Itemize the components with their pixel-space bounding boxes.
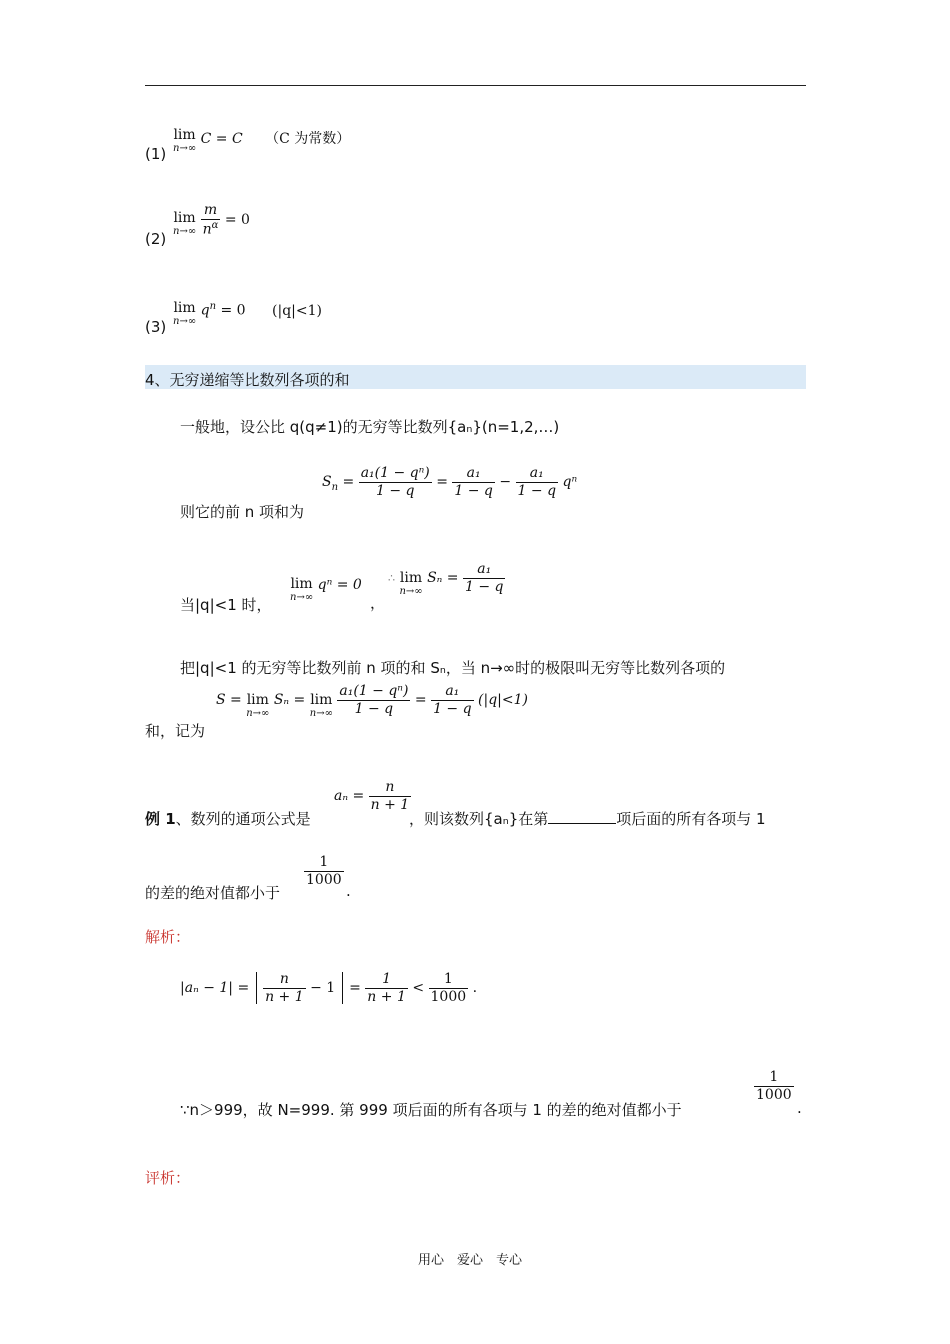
fraction-denominator: n + 1: [367, 988, 406, 1005]
formula-1-note: （C 为常数）: [265, 131, 351, 147]
abs-bar-right: [342, 972, 343, 1004]
solution-equation: [180, 972, 477, 1004]
fraction-numerator: a₁: [452, 466, 495, 483]
solution-label: 解析：: [145, 928, 191, 946]
example-1-line-1-rest: [409, 808, 766, 829]
page-footer: 用心 爱心 专心: [418, 1253, 523, 1268]
header-rule: [145, 85, 806, 86]
S-condition: (|q|<1): [478, 692, 528, 709]
fraction-numerator: 1: [304, 855, 344, 872]
formula-3-condition: (|q|<1): [272, 302, 322, 319]
example-1-label: 例 1: [145, 810, 176, 828]
sum-formula: $S_n$ = $\frac{\text{a₁(1 − qⁿ)}}{1 - q}$ = $\frac{\text{a₁}}{1 - q}$ − $\frac{\text{a₁}}{1 - q}$ qⁿ: [322, 465, 578, 499]
sn-limit-fraction: [463, 562, 506, 594]
when-label: 当|q|<1 时，: [180, 596, 272, 614]
S-mid: Sₙ =: [273, 692, 306, 709]
solution-equals: =: [349, 980, 361, 997]
section-4-intro: 一般地，设公比 q(q≠1)的无穷等比数列{aₙ}(n=1,2,…): [180, 418, 560, 436]
an-formula: [334, 780, 411, 812]
fraction-denominator: 1 − q: [375, 482, 415, 499]
example-1-text-c: 项后面的所有各项与 1: [616, 810, 766, 828]
solution-less-than: <: [412, 980, 425, 997]
sum-fraction-3: [516, 466, 559, 498]
S-lhs: S =: [216, 692, 242, 709]
fraction-denominator: 1000: [756, 1086, 792, 1103]
S-formula: [216, 684, 528, 719]
sum-lhs-subscript: n: [331, 481, 339, 493]
abs-bar-left: [256, 972, 257, 1004]
fraction-numerator: a₁(1 − qⁿ): [339, 683, 409, 699]
lim-subscript: n→∞: [290, 592, 314, 603]
lim-subscript: n→∞: [399, 586, 423, 597]
fraction-numerator: 1: [365, 972, 408, 989]
lim-text: lim: [173, 300, 196, 316]
fraction-denominator: n: [202, 221, 212, 238]
fraction-numerator: 1: [429, 972, 469, 989]
lim-text: lim: [173, 210, 196, 226]
sn-limit: [388, 562, 505, 597]
conclusion-period: .: [797, 1099, 802, 1117]
definition-line: 把|q|<1 的无穷等比数列前 n 项的和 Sₙ，当 n→∞时的极限叫无穷等比数列各项的: [180, 659, 726, 677]
solution-fraction-2: [365, 972, 408, 1004]
fraction-denominator: 1 − q: [454, 482, 493, 499]
fraction-denominator: 1000: [430, 988, 467, 1005]
formula-2-rhs: = 0: [224, 212, 250, 229]
fraction-numerator: 1: [754, 1070, 794, 1087]
section-4-heading: 4、无穷递缩等比数列各项的和: [145, 371, 350, 389]
formula-1-label: (1): [145, 145, 167, 163]
sn-limit-lhs: Sₙ =: [427, 570, 459, 587]
lim-subscript: n→∞: [173, 226, 197, 237]
conclusion-fraction: [754, 1070, 794, 1102]
an-fraction: [369, 780, 412, 812]
when-limit-expr: qⁿ = 0: [317, 577, 362, 593]
example-1-text-b: ，则该数列{aₙ}在第: [409, 810, 549, 828]
sum-fraction-1: [359, 466, 432, 498]
example-1-line-1: [145, 808, 311, 829]
solution-minus: − 1: [310, 980, 336, 997]
sum-lhs: S: [322, 474, 332, 491]
when-limit: [290, 577, 362, 603]
fraction-denominator: 1 − q: [433, 700, 472, 717]
fraction-denominator: n + 1: [370, 796, 410, 813]
fraction-denominator: 1 − q: [517, 482, 557, 499]
formula-2: [173, 203, 250, 237]
formula-3-exponent: n: [209, 301, 217, 312]
formula-3: [173, 301, 322, 327]
solution-fraction-3: [429, 972, 469, 1004]
fraction-numerator: n: [369, 780, 412, 797]
answer-blank: [548, 809, 616, 824]
example-1-period: .: [346, 882, 351, 900]
lim-subscript: n→∞: [246, 708, 270, 719]
fraction-denominator-power: α: [211, 219, 219, 231]
formula-3-base: q: [200, 302, 210, 319]
formula-3-rhs: = 0: [220, 302, 246, 319]
lim-text: lim: [310, 692, 333, 708]
fraction-numerator: n: [263, 972, 306, 989]
lim-text: lim: [399, 570, 423, 586]
fraction-denominator: 1 − q: [354, 700, 394, 717]
fraction-numerator: a₁: [516, 466, 559, 483]
lim-text: lim: [290, 576, 313, 592]
lim-text: lim: [246, 692, 269, 708]
example-1-line-2: 的差的绝对值都小于: [145, 884, 281, 902]
comment-label: 评析：: [145, 1169, 191, 1187]
fraction-numerator: a₁(1 − qⁿ): [360, 465, 430, 481]
sum-label: 则它的前 n 项和为: [180, 503, 305, 521]
fraction-denominator: 1000: [306, 871, 342, 888]
solution-conclusion: ∵n＞999，故 N=999. 第 999 项后面的所有各项与 1 的差的绝对值都小于: [180, 1101, 682, 1119]
S-equals: =: [414, 692, 427, 709]
when-comma: ，: [370, 594, 386, 612]
sum-tail: qⁿ: [562, 474, 578, 491]
formula-3-label: (3): [145, 318, 167, 336]
fraction-numerator: a₁: [463, 562, 506, 579]
solution-period: .: [472, 980, 478, 997]
formula-1: [173, 128, 350, 154]
fraction-denominator: n + 1: [265, 988, 304, 1005]
lim-text: lim: [173, 127, 196, 143]
example-1-text-a: 、数列的通项公式是: [175, 810, 311, 828]
S-fraction-2: [431, 684, 474, 716]
fraction-numerator: a₁: [431, 684, 474, 701]
lim-subscript: n→∞: [309, 708, 333, 719]
formula-2-fraction: [201, 203, 221, 237]
sum-fraction-2: [452, 466, 495, 498]
therefore-symbol: ∴: [388, 571, 395, 585]
formula-1-expr: C = C: [200, 131, 243, 147]
lim-subscript: n→∞: [173, 143, 197, 154]
S-fraction-1: [337, 684, 410, 716]
solution-fraction-1: [263, 972, 306, 1004]
fraction-numerator: m: [201, 203, 221, 220]
definition-tail: 和，记为: [145, 722, 206, 740]
formula-2-label: (2): [145, 230, 167, 248]
an-lhs: aₙ =: [334, 788, 365, 805]
solution-lhs: |aₙ − 1| =: [180, 980, 250, 997]
example-1-fraction: [304, 855, 344, 887]
fraction-denominator: 1 − q: [464, 578, 504, 595]
lim-subscript: n→∞: [173, 316, 197, 327]
